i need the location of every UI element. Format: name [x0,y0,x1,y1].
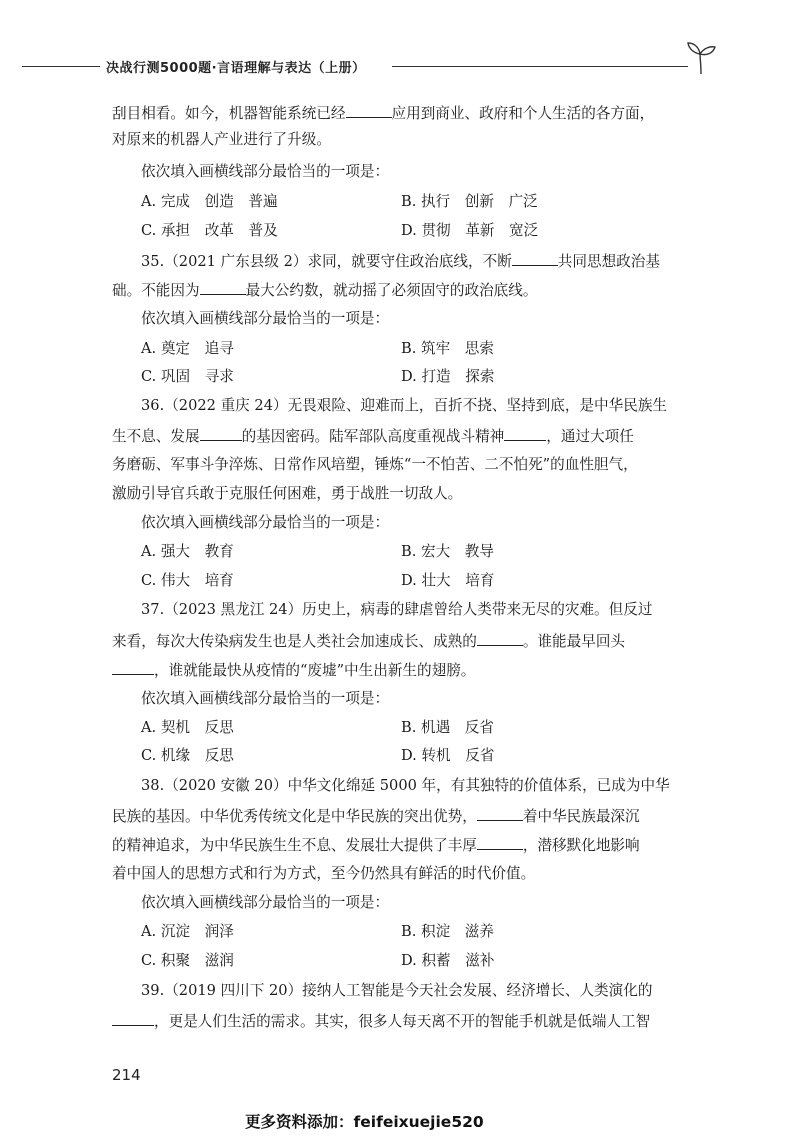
q36-line-4: 激励引导官兵敢于克服任何困难，勇于战胜一切敌人。 [112,485,463,502]
q36-option-b: B. 宏大 教导 [401,543,494,560]
q37-line-3: ，谁就能最快从疫情的“废墟”中生出新生的翅膀。 [112,659,475,681]
q35-option-c: C. 巩固 寻求 [141,368,234,385]
q35-line-2: 础。不能因为 最大公约数，就动摇了必须固守的政治底线。 [112,279,537,301]
q38-line-4: 着中国人的思想方式和行为方式，至今仍然具有鲜活的时代价值。 [112,865,536,882]
q35-option-b: B. 筑牢 思索 [401,340,494,357]
answer-blank [477,630,523,646]
answer-blank [504,425,546,441]
q34-option-c: C. 承担 改革 普及 [141,222,278,239]
q36-line-2: 生不息、发展 的基因密码。陆军部队高度重视战斗精神 ，通过大项任 [112,425,634,447]
header-rule-right [392,66,688,67]
q36-line-1: 36.（2022 重庆 24）无畏艰险、迎难而上，百折不挠、坚持到底，是中华民族生 [141,397,668,414]
q36-option-d: D. 壮大 培育 [401,572,495,589]
q36-line-3: 务磨砺、军事斗争淬炼、日常作风培塑，锤炼“一不怕苦、二不怕死”的血性胆气， [112,456,638,473]
sprout-icon [684,40,718,76]
answer-blank [346,102,392,118]
answer-blank [200,425,242,441]
q34-option-b: B. 执行 创新 广泛 [401,193,538,210]
q38-prompt: 依次填入画横线部分最恰当的一项是： [141,894,390,911]
q37-option-b: B. 机遇 反省 [401,719,494,736]
q39-line-1: 39.（2019 四川下 20）接纳人工智能是今天社会发展、经济增长、人类演化的 [141,982,653,999]
q35-prompt: 依次填入画横线部分最恰当的一项是： [141,310,390,327]
q38-option-c: C. 积聚 滋润 [141,952,234,969]
q34-line-2: 对原来的机器人产业进行了升级。 [112,131,331,148]
answer-blank [477,834,523,850]
q38-line-1: 38.（2020 安徽 20）中华文化绵延 5000 年，有其独特的价值体系，已成为中华 [141,777,670,794]
q37-option-c: C. 机缘 反思 [141,747,234,764]
running-header [0,56,800,78]
answer-blank [112,659,154,675]
q35-option-a: A. 奠定 追寻 [141,340,234,357]
q34-prompt: 依次填入画横线部分最恰当的一项是： [141,163,390,180]
q35-option-d: D. 打造 探索 [401,368,495,385]
q36-option-a: A. 强大 教育 [141,543,234,560]
q38-option-d: D. 积蓄 滋补 [401,952,495,969]
q34-option-a: A. 完成 创造 普遍 [141,193,278,210]
header-rule-left [22,66,100,67]
q37-option-d: D. 转机 反省 [401,747,495,764]
q38-line-3: 的精神追求，为中华民族生生不息、发展壮大提供了丰厚 ，潜移默化地影响 [112,834,640,856]
q36-option-c: C. 伟大 培育 [141,572,234,589]
footer-note: 更多资料添加：feifeixuejie520 [245,1113,484,1131]
q38-line-2: 民族的基因。中华优秀传统文化是中华民族的突出优势， 着中华民族最深沉 [112,805,640,827]
answer-blank [477,805,523,821]
header-title: 决战行测5000题·言语理解与表达（上册） [106,61,366,76]
q39-line-2: ，更是人们生活的需求。其实，很多人每天离不开的智能手机就是低端人工智 [112,1010,650,1032]
q34-option-d: D. 贯彻 革新 宽泛 [401,222,539,239]
q37-option-a: A. 契机 反思 [141,719,234,736]
answer-blank [200,279,246,295]
q35-line-1: 35.（2021 广东县级 2）求同，就要守住政治底线，不断 共同思想政治基 [141,250,660,272]
q37-line-1: 37.（2023 黑龙江 24）历史上，病毒的肆虐曾给人类带来无尽的灾难。但反过 [141,601,653,618]
answer-blank [112,1010,154,1026]
q38-option-a: A. 沉淀 润泽 [141,923,234,940]
page-number: 214 [112,1066,141,1084]
q36-prompt: 依次填入画横线部分最恰当的一项是： [141,514,390,531]
q38-option-b: B. 积淀 滋养 [401,923,494,940]
q34-line-1: 刮目相看。如今，机器智能系统已经 应用到商业、政府和个人生活的各方面， [112,102,654,124]
q37-line-2: 来看，每次大传染病发生也是人类社会加速成长、成熟的 。谁能最早回头 [112,630,625,652]
q37-prompt: 依次填入画横线部分最恰当的一项是： [141,690,390,707]
answer-blank [512,250,558,266]
